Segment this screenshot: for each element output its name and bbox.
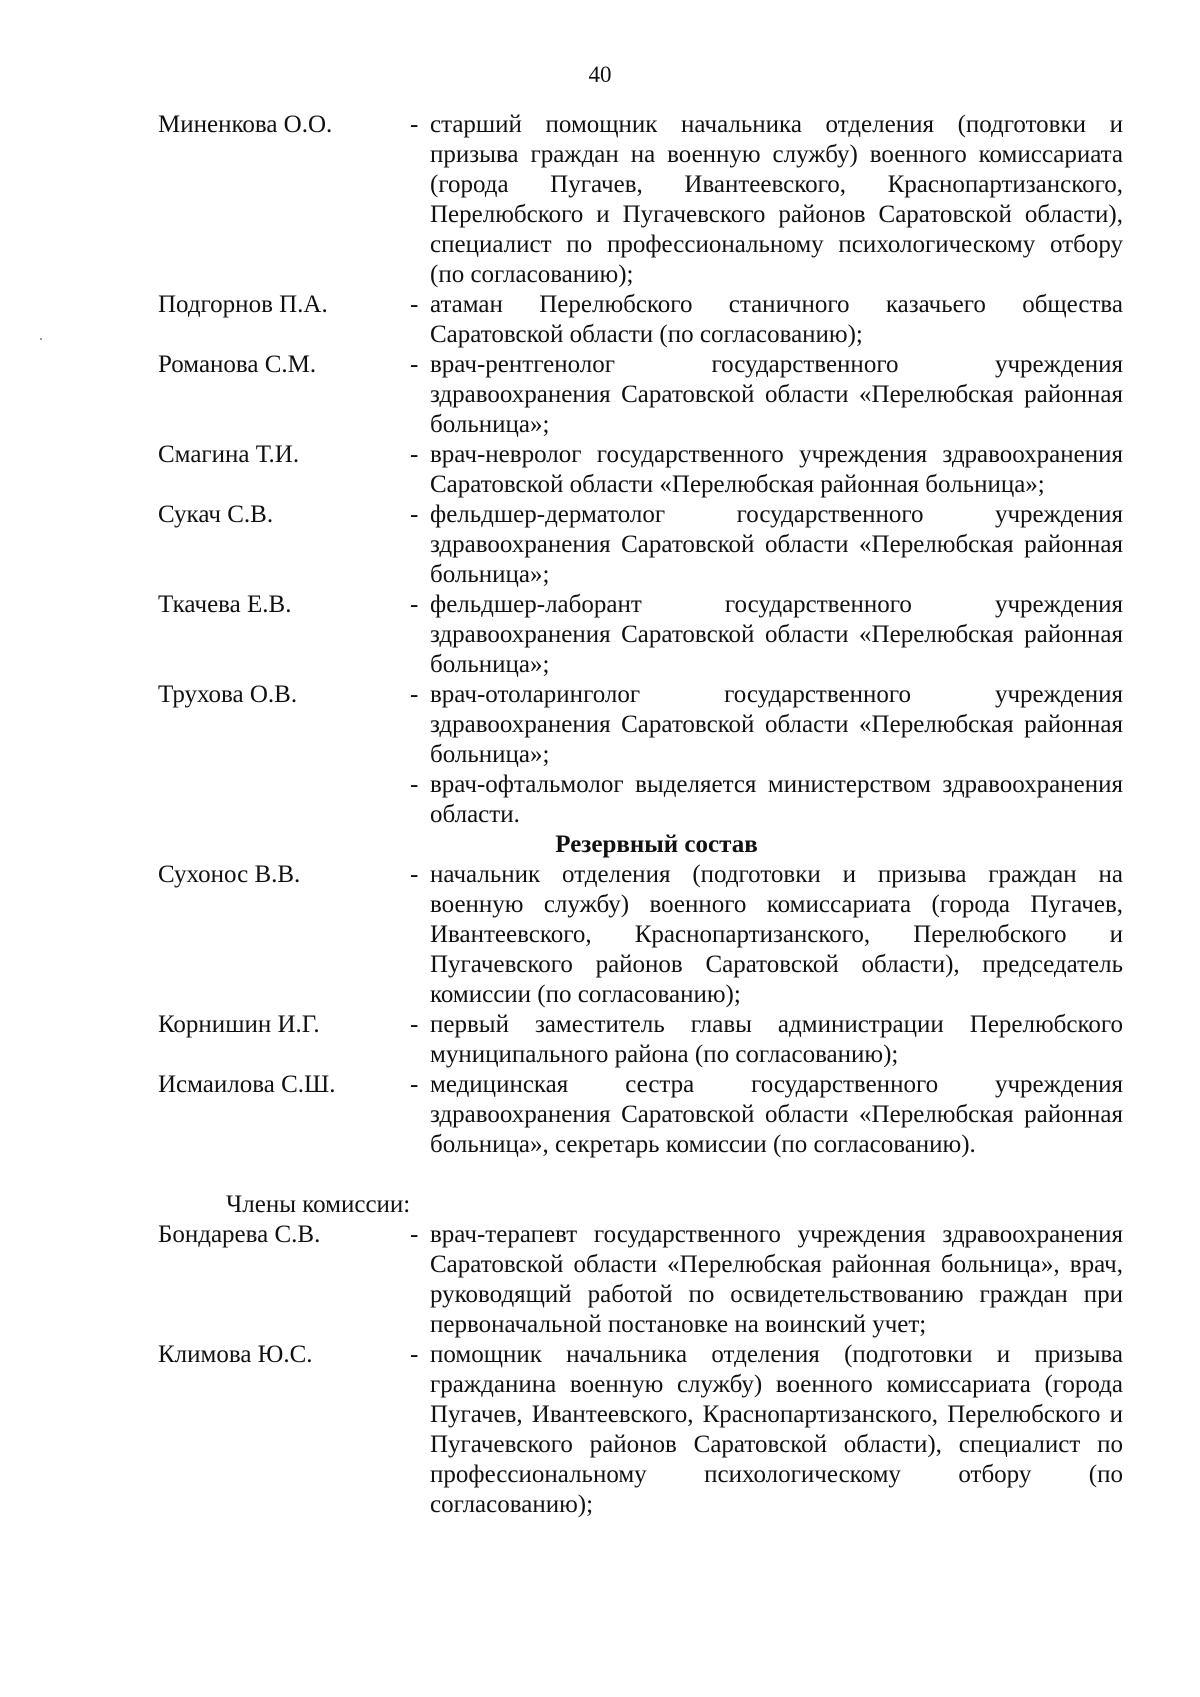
- member-entry: [158, 110, 1123, 290]
- member-description: фельдшер-дерматолог государственного учреждения здравоохранения Саратовской области «Перелюбская районная больница»;: [430, 501, 1123, 588]
- member-entry: [158, 440, 1123, 500]
- member-description: помощник начальника отделения (подготовки и призыва гражданина военную службу) военного комиссариата (города Пугачев, Ивантеевского, Краснопартизанского, Перелюбского и Пугачевского районов Саратовской области), специалист по профессиональному психологическому отбору (по согласованию);: [430, 1341, 1123, 1518]
- member-name: Трухова О.В.: [158, 681, 298, 708]
- member-entry: [158, 1070, 1123, 1160]
- entry-dash: -: [410, 111, 419, 138]
- member-description: врач-офтальмолог выделяется министерством здравоохранения области.: [430, 771, 1123, 828]
- member-description: атаман Перелюбского станичного казачьего общества Саратовской области (по согласованию);: [430, 291, 1123, 348]
- member-entry: [158, 1220, 1123, 1340]
- member-name: Исмаилова С.Ш.: [158, 1071, 336, 1098]
- commission-members-list: [158, 1220, 1123, 1520]
- members-label: Члены комиссии:: [226, 1191, 411, 1218]
- member-entry: [158, 350, 1123, 440]
- member-description: врач-невролог государственного учреждения здравоохранения Саратовской области «Перелюбская районная больница»;: [430, 441, 1123, 498]
- member-name: Смагина Т.И.: [158, 441, 300, 468]
- member-description: первый заместитель главы администрации Перелюбского муниципального района (по согласованию);: [430, 1011, 1123, 1068]
- member-entry: [158, 500, 1123, 590]
- member-description: врач-отоларинголог государственного учреждения здравоохранения Саратовской области «Перелюбская районная больница»;: [430, 681, 1123, 768]
- member-name: Сухонос В.В.: [158, 861, 301, 888]
- entry-dash: -: [410, 291, 419, 318]
- member-description: фельдшер-лаборант государственного учреждения здравоохранения Саратовской области «Перелюбская районная больница»;: [430, 591, 1123, 678]
- main-members-list: [158, 110, 1123, 830]
- entry-dash: -: [410, 681, 419, 708]
- member-name: Ткачева Е.В.: [158, 591, 292, 618]
- entry-dash: -: [410, 441, 419, 468]
- member-name: Сукач С.В.: [158, 501, 274, 528]
- entry-dash: -: [410, 351, 419, 378]
- member-name: Климова Ю.С.: [158, 1341, 313, 1368]
- member-entry: [158, 680, 1123, 770]
- member-description: начальник отделения (подготовки и призыва граждан на военную службу) военного комиссариата (города Пугачев, Ивантеевского, Краснопартизанского, Перелюбского и Пугачевского районов Саратовской области), председатель комиссии (по согласованию);: [430, 861, 1123, 1008]
- reserve-section-title: Резервный состав: [555, 831, 758, 858]
- member-name: Бондарева С.В.: [158, 1221, 321, 1248]
- member-name: Миненкова О.О.: [158, 111, 333, 138]
- member-description: старший помощник начальника отделения (подготовки и призыва граждан на военную службу) военного комиссариата (города Пугачев, Ивантеевского, Краснопартизанского, Перелюбского и Пугачевского районов Саратовской области), специалист по профессиональному психологическому отбору (по согласованию);: [430, 111, 1123, 288]
- scan-speck: [40, 338, 42, 340]
- member-description: врач-терапевт государственного учреждения здравоохранения Саратовской области «Перелюбская районная больница», врач, руководящий работой по освидетельствованию граждан при первоначальной постановке на воинский учет;: [430, 1221, 1123, 1338]
- member-entry: [158, 290, 1123, 350]
- member-description: медицинская сестра государственного учреждения здравоохранения Саратовской области «Перелюбская районная больница», секретарь комиссии (по согласованию).: [430, 1071, 1123, 1158]
- entry-dash: -: [410, 501, 419, 528]
- entry-dash: -: [410, 1341, 419, 1368]
- member-name: Корнишин И.Г.: [158, 1011, 320, 1038]
- member-entry: [158, 860, 1123, 1010]
- entry-dash: -: [410, 1011, 419, 1038]
- spacer: [158, 1160, 1123, 1190]
- entry-dash: -: [410, 591, 419, 618]
- member-entry: [158, 1340, 1123, 1520]
- member-entry: [158, 1010, 1123, 1070]
- member-name: Романова С.М.: [158, 351, 317, 378]
- document-body: [158, 110, 1123, 1520]
- page-number: 40: [588, 62, 612, 87]
- reserve-members-list: [158, 860, 1123, 1160]
- member-entry: [158, 770, 1123, 830]
- member-entry: [158, 590, 1123, 680]
- member-name: Подгорнов П.А.: [158, 291, 328, 318]
- entry-dash: -: [410, 1071, 419, 1098]
- entry-dash: -: [410, 861, 419, 888]
- entry-dash: -: [410, 771, 419, 798]
- entry-dash: -: [410, 1221, 419, 1248]
- member-description: врач-рентгенолог государственного учреждения здравоохранения Саратовской области «Перелюбская районная больница»;: [430, 351, 1123, 438]
